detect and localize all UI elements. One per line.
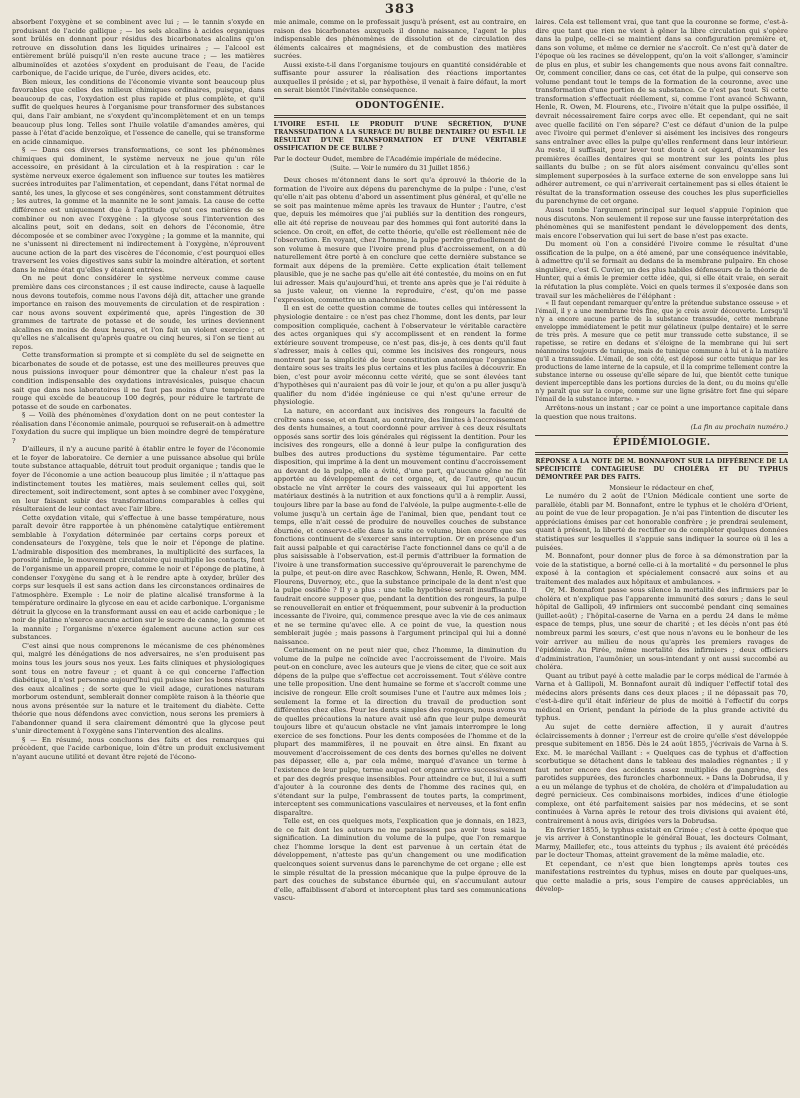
paragraph: laires. Cela est tellement vrai, que tant que la couronne se forme, c'est-à-dire que tant que rien ne vient à gêner la libre circulation qui s'opère dans la pulpe, celle-ci se maintient dans sa configuration première et, dans son volume, et même ce dernier ne s'accroît. Ce n'est qu'à dater de l'époque où les racines se développent, qu'on la voit s'allonger, s'amincir de plus en plus, et subir les changements que nous avons fait connaître. Or, comment concilier, dans ce cas, cet état de la pulpe, qui conserve son volume pendant tout le temps de la formation de la couronne, avec une transformation d'une portion de sa substance. Ce n'est pas tout. Si cette transformation s'effectuait réellement, si, comme l'ont avancé Schwann, Henle, R. Owen, M. Flourens, etc., l'ivoire n'était que la pulpe ossifiée, il devrait nécessairement faire corps avec elle. Et cependant, qui ne sait avec quelle facilité on l'en sépare? C'est ce défaut d'union de la pulpe avec l'ivoire qui permet d'enlever si aisément les incisives des rongeurs sans entraîner avec elles la pulpe qu'elles renferment dans leur intérieur. Au reste, il suffisait, pour lever tout doute à cet égard, d'examiner les premières écailles dentaires qui se montrent sur les points les plus saillants du bulbe ; on se fût alors aisément convaincu qu'elles sont simplement superposées à la surface externe de son enveloppe sans lui adhérer autrement, ce qui n'arriverait certainement pas si elles étaient le résultat de la transformation osseuse des couches les plus superficielles du parenchyme de cet organe. — [535, 18, 788, 206]
paragraph: Arrêtons-nous un instant ; car ce point a une importance capitale dans la question que nous traitons. — [535, 404, 788, 421]
paragraph: § — Dans ces diverses transformations, ce sont les phénomènes chimiques qui dominent, le système nerveux ne joue qu'un rôle accessoire, en présidant à la circulation et à la respiration : car le système nerveux exerce également son influence sur toutes les matières sucrées introduites par l'alimentation, et cependant, dans l'état normal de santé, les unes, la glycose et ses congénères, sont constamment détruites ; les autres, la gomme et la mannite ne le sont jamais. La cause de cette différence est uniquement due à l'aptitude qu'ont ces matières de se combiner ou non avec l'oxygène : la glycose sous l'intervention des alcalins peut, soit en dedans, soit en dehors de l'économie, être décomposée et se combiner avec l'oxygène ; la gomme et la mannite, qui ne s'unissent ni directement ni indirectement à l'oxygène, n'éprouvent aucune action de la part des viscères de l'économie, c'est pourquoi elles traversent les voies digestives sans subir la moindre altération, et sortent dans le même état qu'elles y étaient entrées. — [12, 146, 265, 274]
paragraph: Il en est de cette question comme de toutes celles qui intéressent la physiologie dentaire : ce n'est pas chez l'homme, dont les dents, par leur composition compliquée, cachent à l'observateur le véritable caractère des actes organiques qui s'y accomplissent et en rendent la forme extérieure souvent trompeuse, ce n'est pas, dis-je, à ces dents qu'il faut s'adresser, mais à celles qui, comme les incisives des rongeurs, nous montrent par la simplicité de leur constitution anatomique l'organisme dentaire sous ses traits les plus certains et les plus faciles à découvrir. En bien, c'est pour avoir méconnu cette vérité, que se sont élevées tant d'hypothèses qui n'auraient pas dû voir le jour, et qu'on a pu aller jusqu'à qualifier du nom d'idée ingénieuse ce qui n'est qu'une erreur de physiologie. — [273, 304, 527, 407]
divider — [535, 452, 788, 455]
continuation-note: (La fin au prochain numéro.) — [690, 423, 788, 432]
column-1 — [12, 18, 265, 1092]
paragraph: § — Voilà des phénomènes d'oxydation dont on ne peut contester la réalisation dans l'économie animale, pourquoi se refuserait-on à admettre l'oxydation du sucre qui implique un bien moindre degré de température ? — [12, 411, 265, 445]
paragraph: Deux choses m'étonnent dans le sort qu'a éprouvé la théorie de la formation de l'ivoire aux dépens du parenchyme de la pulpe : l'une, c'est qu'elle n'ait pas obtenu d'abord un assentiment plus général, et qu'elle ne se soit pas maintenue même après les travaux de Hunter ; l'autre, c'est que, depuis les mémoires que j'ai publiés sur la dentition des rongeurs, elle ait été reprise de nouveau par des hommes qui font autorité dans la science. On croit, en effet, de cette théorie, qu'elle est réellement née de l'observation. En voyant, chez l'homme, la pulpe perdre graduellement de son volume à mesure que l'ivoire prend plus d'accroissement, on a dû naturellement être porté à en conclure que cette dernière substance se formait aux dépens de la première. Cette explication était tellement plausible, que je ne sache pas qu'elle ait été contestée, du moins on en fut lui adresser. Mais qu'aujourd'hui, et trente ans après que je l'ai réduite à sa juste valeur, on vienne la reproduire, c'est, qu'on me passe l'expression, commettre un anachronisme. — [273, 176, 527, 304]
paragraph: Le numéro du 2 août de l'Union Médicale contient une sorte de parallèle, établi par M. Bonnafont, entre le typhus et le choléra d'Orient, au point de vue de leur propagation. Je n'ai pas l'intention de discuter les appréciations émises par cet honorable confrère ; je prendrai seulement, quant à présent, la liberté de rectifier ou de compléter quelques données statistiques sur lesquelles il s'appuie sans indiquer la source où il les a puisées. — [535, 492, 788, 552]
paragraph: absorbent l'oxygène et se combinent avec lui ; — le tannin s'oxyde en produisant de l'acide gallique ; — les sels alcalins à acides organiques sont brûlés en donnant pour résidus des bicarbonates alcalins qu'on retrouve en dissolution dans les liquides urinaires ; — l'alcool est entièrement brûlé puisqu'il n'en reste aucune trace ; — les matières albuminoïdes et azotées s'oxydent en produisant de l'eau, de l'acide carbonique, de l'acide urique, de l'urée, divers acides, etc. — [12, 18, 265, 78]
paragraph: Quant au tribut payé à cette maladie par le corps médical de l'armée à Varna et à Gallipoli, M. Bonnafont aurait dû indiquer l'effectif total des médecins alors présents dans ces deux places ; il ne dépassait pas 70, c'est-à-dire qu'il était inférieur de plus de moitié à l'effectif du corps médical en Orient, pendant la période de la plus grande activité du typhus. — [535, 671, 788, 723]
columns — [12, 18, 788, 1092]
article-headline: L'IVOIRE EST-IL LE PRODUIT D'UNE SÉCRÉTION, D'UNE TRANSSUDATION A LA SURFACE DU BULBE DENTAIRE? OU EST-IL LE RÉSULTAT D'UNE TRANSFORMATION ET D'UNE VÉRITABLE OSSIFICATION DE CE BULBE ? — [273, 120, 527, 152]
article-headline: RÉPONSE A LA NOTE DE M. BONNAFONT SUR LA DIFFÉRENCE DE LA SPÉCIFICITÉ CONTAGIEUSE DU CHOLÉRA ET DU TYPHUS DÉMONTRÉE PAR DES FAITS. — [535, 457, 788, 481]
suite-note: (Suite. — Voir le numéro du 31 Juillet 1856.) — [330, 165, 470, 173]
paragraph: Aussi existe-t-il dans l'organisme toujours en quantité considérable et suffisante pour assurer la réalisation des réactions importantes auxquelles il préside ; et si, par hypothèse, il venait à faire défaut, la mort en serait bientôt l'inévitable conséquence. — [273, 60, 527, 95]
section-title-epidemiologie: ÉPIDÉMIOLOGIE. — [612, 437, 711, 448]
column-3 — [535, 18, 788, 1092]
quotation: « Il faut cependant remarquer qu'entre la prétendue substance osseuse » et l'émail, il y a une membrane très fine, que je crois avoir découverte. Lorsqu'il n'y a encore aucune partie de la substance transsudée, cette membrane enveloppe immédiatement le petit mur gélatineux (pulpe dentaire) et le serre de très près. A mesure que ce petit mur transsude cette substance, il se rapetisse, se retire en dedans et s'éloigne de la membrane qui lui sert néanmoins toujours de tunique, mais de tunique commune à lui et à la matière qu'il a transsudée. L'émail, de son côté, est déposé sur cette tunique par les productions de lame interne de la capsule, et il la comprime tellement contre la substance interne ou osseuse qu'elle sépare de lui, que bientôt cette tunique devient imperceptible dans les portions durcies de la dent, ou du moins qu'elle n'y paraît que sur la coupe, comme sur une ligne grisâtre fort fine qui sépare l'émail de la substance interne. » — [535, 300, 788, 404]
section-title-odontogenie: ODONTOGÉNIE. — [355, 100, 445, 111]
paragraph: C'est ainsi que nous comprenons le mécanisme de ces phénomènes qui, malgré les dénégations de nos adversaires, ne s'en produisent pas moins tous les jours sous nos yeux. Les faits cliniques et physiologiques sont tous en notre faveur ; et quant à ce qui concerne l'affection diabétique, il n'est personne aujourd'hui qui puisse nier les bons résultats des eaux alcalines ; de sorte que le vieil adage, curationes naturam morborum ostendunt, semblerait donner complète raison à la théorie que nous avons présentée sur la nature et le traitement du diabète. Cette théorie que nous défendons avec conviction, nous serons les premiers à l'abandonner quand il sera clairement démontré que la glycose peut s'unir directement à l'oxygène sans l'intervention des alcalins. — [12, 641, 265, 736]
paragraph: Bien mieux, les conditions de l'économie vivante sont beaucoup plus favorables que celles des milieux chimiques ordinaires, puisque, dans beaucoup de cas, l'oxydation est plus rapide et plus complète, et qu'il suffit de quelques heures à l'organisme pour transformer des substances qui, dans l'air ambiant, ne s'oxydent qu'incomplètement et en un temps beaucoup plus long. Telles sont l'huile volatile d'amandes amères, qui passe à l'état d'acide benzoïque, et l'essence de canelle, qui se transforme en acide cinnamique. — [12, 77, 265, 146]
paragraph: Et cependant, ce n'est que bien longtemps après toutes ces manifestations restreintes du typhus, mises en doute par quelques-uns, que cette maladie a pris, sous l'empire de causes appréciables, un dévelop- — [535, 859, 788, 894]
divider — [274, 98, 527, 99]
paragraph: Certainement on ne peut nier que, chez l'homme, la diminution du volume de la pulpe ne coïncide avec l'accroissement de l'ivoire. Mais peut-on en conclure, avec les auteurs que je viens de citer, que ce soit aux dépens de la pulpe que s'effectue cet accroissement. Tout s'élève contre une telle proposition. Une dent humaine se forme et s'accroît comme une incisive de rongeur. Elle croît soumises l'une et l'autre aux mêmes lois ; seulement la forme et la direction du travail de production sont différentes chez elles. Pour les dents simples des rongeurs, nous avons vu de quelles précautions la nature avait usé afin que leur pulpe demeurât toujours libre et qu'aucun obstacle ne vînt jamais interrompre le long exercice de ses fonctions. Pour les dents composées de l'homme et de la plupart des mammifères, il ne pouvait en être ainsi. En fixant au mouvement d'accroissement de ces dents des bornes qu'elles ne doivent pas dépasser, elle a, par cela même, marqué d'avance un terme à l'existence de leur pulpe, terme auquel cet organe arrive successivement et par des degrés presque insensibles. Pour atteindre ce but, il lui a suffi d'ajouter à la couronne des dents de l'homme des racines qui, en s'étendant sur la pulpe, l'embrassent de toutes parts, la compriment, interceptent ses communications vasculaires et nerveuses, et la font enfin disparaître. — [273, 646, 527, 817]
paragraph: Cette oxydation vitale, qui s'effectue à une basse température, nous paraît devoir être rapportée à un phénomène catalytique entièrement semblable à l'oxydation déterminée par certains corps poreux et condensateurs de l'oxygène, tels que le noir et l'éponge de platine. L'admirable disposition des membranes, la multiplicité des surfaces, la porosité infinie, le mouvement circulatoire qui multiplie les contacts, font de l'organisme un appareil propre, comme le noir et l'éponge de platine, à condenser l'oxygène du sang et à le rendre apte à oxyder, brûler des corps sur lesquels il est sans action dans les circonstances ordinaires de l'atmosphère. Exemple : Le noir de platine alcalisé transforme à la température ordinaire la glycose en eau et acide carbonique. L'organisme détruit la glycose en la transformant aussi en eau et acide carbonique ; le noir de platine n'exerce aucune action sur le sucre de canne, la gomme et la mannite ; l'organisme n'exerce également aucune action sur ces substances. — [12, 513, 265, 642]
paragraph: Cette transformation si prompte et si complète du sel de seignette en bicarbonates de soude et de potasse, est une des meilleures preuves que nous puissions invoquer pour démontrer que la chaleur n'est pas la condition indispensable des oxydations intravésicales, puisque chacun sait que dans nos laboratoires il ne faut pas moins d'une température rouge qui excède de beaucoup 100 degrés, pour réduire le tartrate de potasse et de soude en carbonates. — [12, 351, 265, 411]
paragraph: D'ailleurs, il n'y a aucune parité à établir entre le foyer de l'économie et le foyer de laboratoire. Ce dernier a une puissance absolue qui brûle toute substance attaquable, détruit tout produit organique ; tandis que le foyer de l'économie a une action beaucoup plus limitée ; il n'attaque pas indistinctement toutes les matières, mais seulement celles qui, soit directement, soit indirectement, sont aptes à se combiner avec l'oxygène, en leur faisant subir des transformations comparables à celles qui résulteraient de leur contact avec l'air libre. — [12, 445, 265, 514]
salutation: Monsieur le rédacteur en chef, — [609, 483, 715, 492]
paragraph: On ne peut donc considérer le système nerveux comme cause première dans ces circonstances ; il est cause indirecte, cause à laquelle nous devons toutefois, comme nous l'avons déjà dit, attacher une grande importance en raison des mouvements de circulation et de respiration : car nous avons souvent expérimenté que, après l'ingestion de 30 grammes de tartrate de potasse et de soude, les urines deviennent alcalines en moins de deux heures, et l'on fait un violent exercice ; et qu'elles ne s'alcalisent qu'après quatre ou cinq heures, si l'on se tient au repos. — [12, 274, 265, 351]
paragraph: Aussi tombe l'argument principal sur lequel s'appuie l'opinion que nous discutons. Non seulement il repose sur une fausse interprétation des phénomènes qui se manifestent pendant le développement des dents, mais encore l'observation qui lui sert de base n'est pas exacte. — [535, 206, 788, 240]
paragraph: M. Bonnafont, pour donner plus de force à sa démonstration par la voie de la statistique, a borné celle-ci à la mortalité « du personnel le plus exposé à la contagion et spécialement consacré aux soins et au traitement des malades aux hôpitaux et ambulances. » — [535, 552, 788, 586]
paragraph: Or, M. Bonnafont passe sous silence la mortalité des infirmiers par le choléra et n'explique pas l'apparente immunité des sœurs ; dans le seul hôpital de Gallipoli, 49 infirmiers ont succombé pendant cinq semaines (juillet-août) ; l'hôpital-caserne de Varna en a perdu 24 dans le même espace de temps, plus, une sœur de charité ; et les décès n'ont pas été nombreux parmi les sœurs, c'est que nous n'avons eu le bonheur de les voir arriver au milieu de nous qu'après les premiers ravages de l'épidémie. Au Pirée, même mortalité des infirmiers ; deux officiers d'administration, l'aumônier, un sous-intendant y ont aussi succombé au choléra. — [535, 586, 788, 672]
page-number: 383 — [384, 2, 416, 17]
divider — [535, 435, 788, 436]
paragraph: En février 1855, le typhus existait en Crimée ; c'est à cette époque que je vis arriver à Constantinople le général Bouat, les docteurs Colmant, Marmy, Maillefer, etc., tous atteints du typhus ; ils avaient été précédés par le docteur Thomas, atteint gravement de la même maladie, etc. — [535, 825, 788, 860]
paragraph: La nature, en accordant aux incisives des rongeurs la faculté de croître sans cesse, et en fixant, au contraire, des limites à l'accroissement des dents humaines, a tout coordonné pour arriver à ces deux résultats opposés sans sortir des lois générales qui régissent la dentition. Pour les incisives des rongeurs, elle a donné à leur pulpe la configuration des bulbes des autres productions du système tégumentaire. Par cette disposition, qui imprime à la dent un mouvement continu d'accroissement au devant de la pulpe, elle a évité, d'une part, qu'aucune gêne ne fût apportée au développement de cet organe, et, de l'autre, qu'aucun obstacle ne vînt arrêter le cours des vaisseaux qui lui apportent les matériaux destinés à la nutrition et aux fonctions qu'il a à remplir. Aussi, toujours libre par la base au fond de l'alvéole, la pulpe augmente-t-elle de volume jusqu'à un certain âge de l'animal, bien que, pendant tout ce temps, elle n'ait cessé de produire de nouvelles couches de substance éburnée, et conserve-t-elle dans la suite ce volume, bien encore que ses fonctions continuent de s'exercer sans interruption. Or en présence d'un fait aussi palpable et qui caractérise l'acte fonctionnel dans ce qu'il a de plus saisissable à l'observation, est-il permis d'attribuer la formation de l'ivoire à une transformation successive qu'éprouverait le parenchyme de la pulpe, et peut-on dire avec Raschkow, Schwann, Henle, R. Owen, MM. Flourens, Duvernoy, etc., que la substance principale de la dent n'est que la pulpe ossifiée ? Il y a plus : une telle hypothèse serait insuffisante. Il faudrait encore supposer que, pendant la dentition des rongeurs, la pulpe se renouvellerait en entier et fréquemment, pour subvenir à la production incessante de l'ivoire, qui, commence presque avec la vie de ces animaux et ne se termine qu'avec elle. A ce point de vue, la question nous semblerait jugée ; mais passons à l'argument principal qui lui a donné naissance. — [273, 406, 527, 646]
paragraph: mie animale, comme on le professait jusqu'à présent, est au contraire, en raison des bicarbonates auxquels il donne naissance, l'agent le plus indispensable des phénomènes de dissolution et de circulation des éléments calcaires et magnésiens, et de combustion des matières sucrées. — [273, 18, 527, 61]
column-2 — [274, 18, 527, 1092]
divider — [274, 115, 527, 118]
article-byline: Par le docteur Oudet, membre de l'Académie impériale de médecine. — [273, 154, 502, 163]
paragraph: Au sujet de cette dernière affection, il y aurait d'autres éclaircissements à donner ; l'erreur est de croire qu'elle s'est développée presque subitement en 1856. Dès le 24 août 1855, j'écrivais de Varna à S. Exc. M. le maréchal Vaillant : « Quelques cas de typhus et d'affection scorbutique se détachent dans le tableau des maladies régnantes ; il y faut noter encore des accidents assez multipliés de gangrène, des parotides suppurées, des furoncles charbonneux. » Dans la Dobrudsa, il y a eu un mélange de typhus et de choléra, de choléra et d'impaludation au degré pernicieux. Ces combinaisons morbides, indices d'une étiologie complexe, ont été parfaitement saisies par nos médecins, et se sont continuées à Varna après le retour des trois divisions qui avaient été, contrairement à nous avis, dirigées vers la Dobrudsa. — [535, 723, 788, 826]
paragraph: Du moment où l'on a considéré l'ivoire comme le résultat d'une ossification de la pulpe, on a été amené, par une conséquence inévitable, à admettre qu'il se formait au dedans de la membrane pulpaire. En chose singulière, c'est G. Cuvier, un des plus habiles défenseurs de la théorie de Hunter, qui a émis le premier cette idée, qui, si elle était vraie, en serait la réfutation la plus complète. Voici en quels termes il s'exposée dans son travail sur les mâchelières de l'éléphant : — [535, 240, 788, 300]
paragraph: § — En résumé, nous concluons des faits et des remarques qui précèdent, que l'acide carbonique, loin d'être un produit exclusivement n'ayant aucune utilité et devant être rejeté de l'écono- — [12, 735, 265, 762]
paragraph: Telle est, en ces quelques mots, l'explication que je donnais, en 1823, de ce fait dont les auteurs ne me paraissent pas avoir tous saisi la signification. La diminution du volume de la pulpe, que l'on remarque chez l'homme lorsque la dent est parvenue à un certain état de développement, n'atteste pas qu'un changement ou une modification quelconques soient survenus dans le parenchyme de cet organe ; elle est le simple résultat de la pression mécanique que la pulpe éprouve de la part des couches de substance éburnée qui, en s'accumulant autour d'elle, affaiblissent d'abord et interceptent plus tard ses communications vascu- — [273, 817, 527, 903]
